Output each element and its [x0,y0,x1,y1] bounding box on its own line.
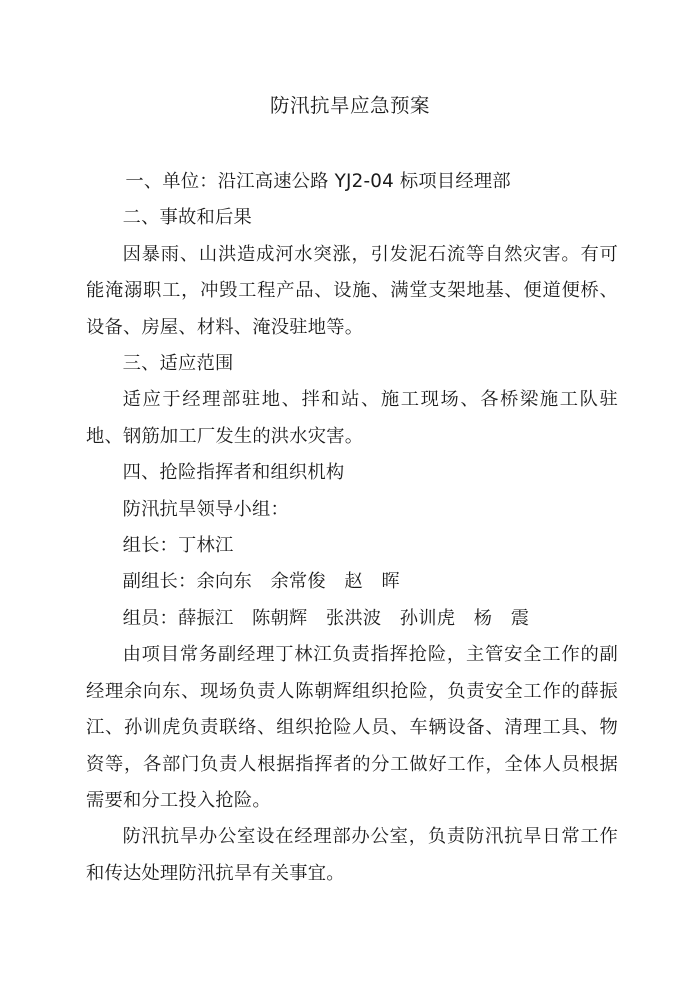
paragraph-group-leader: 组长：丁林江 [122,535,234,557]
document-body [86,164,618,892]
paragraph-office: 防汛抗旱办公室设在经理部办公室，负责防汛抗旱日常工作和传达处理防汛抗旱有关事宜。 [86,826,618,884]
paragraph-command: 由项目常务副经理丁林江负责指挥抢险，主管安全工作的副经理余向东、现场负责人陈朝辉组织抢险，负责安全工作的薛振江、孙训虎负责联络、组织抢险人员、车辆设备、清理工具、物资等，各部门负责人根据指挥者的分工做好工作，全体人员根据需要和分工投入抢险。 [86,644,618,811]
heading-accident: 二、事故和后果 [122,207,252,229]
document-title: 防汛抗旱应急预案 [269,94,430,117]
paragraph-unit: 一、单位：沿江高速公路 YJ2-04 标项目经理部 [125,171,511,192]
heading-organization: 四、抢险指挥者和组织机构 [122,462,345,484]
paragraph-leadership-group: 防汛抗旱领导小组： [122,498,289,520]
heading-scope: 三、适应范围 [122,353,234,375]
paragraph-accident: 因暴雨、山洪造成河水突涨，引发泥石流等自然灾害。有可能淹溺职工，冲毁工程产品、设施、满堂支架地基、便道便桥、设备、房屋、材料、淹没驻地等。 [86,243,618,338]
paragraph-members: 组员：薛振江 陈朝辉 张洪波 孙训虎 杨 震 [122,607,530,629]
paragraph-deputy-leaders: 副组长：余向东 余常俊 赵 晖 [122,571,400,593]
paragraph-scope: 适应于经理部驻地、拌和站、施工现场、各桥梁施工队驻地、钢筋加工厂发生的洪水灾害。 [86,389,618,447]
